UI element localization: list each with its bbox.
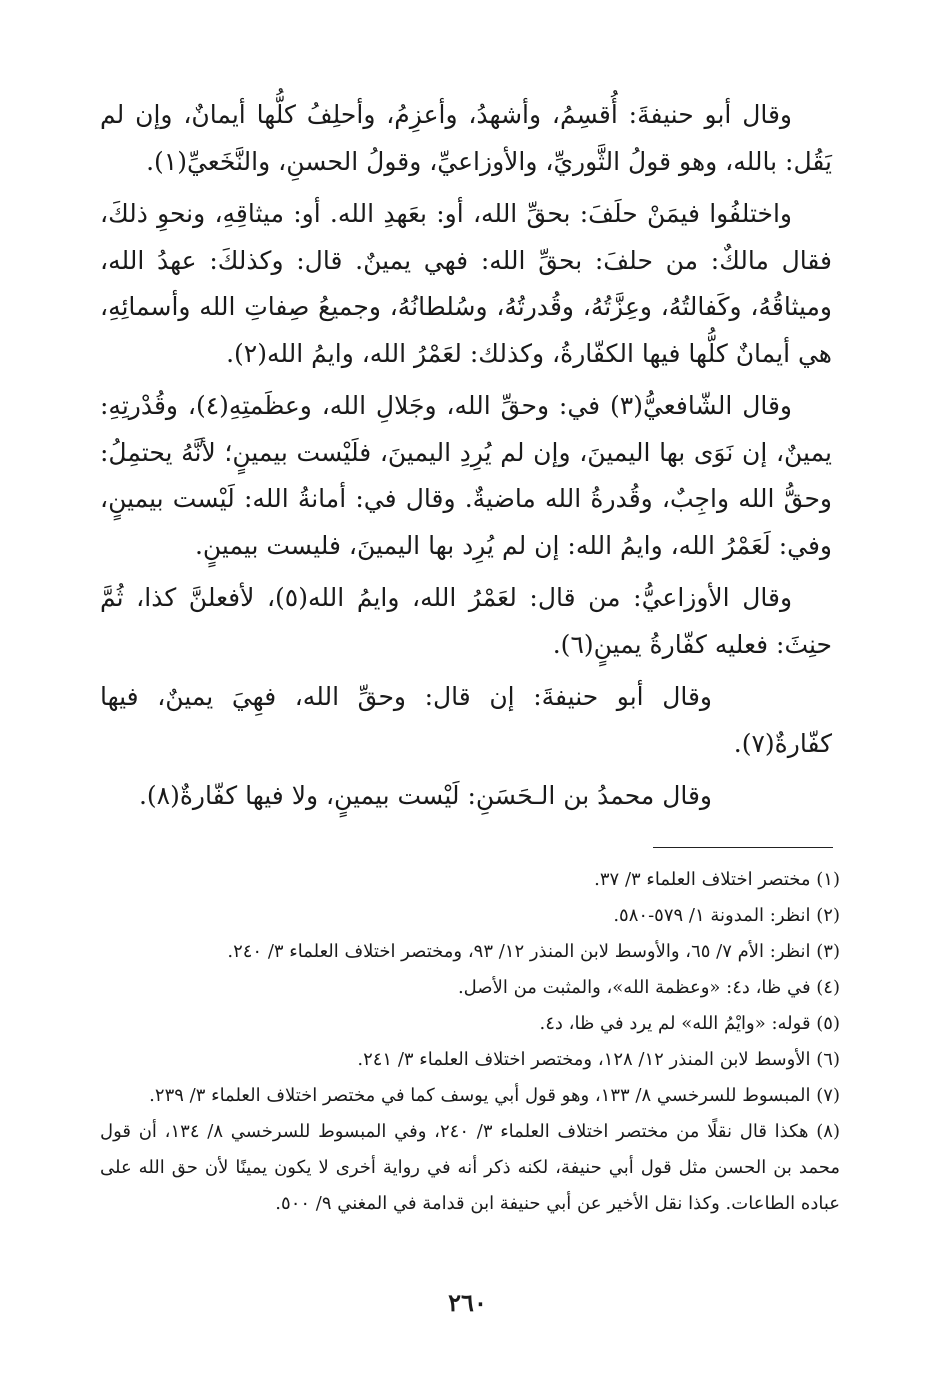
paragraph: وقال أبو حنيفةَ: إن قال: وحقِّ الله، فهِيَ يمينٌ، فيها كفّارةٌ(٧). bbox=[100, 682, 832, 758]
page-number: ٢٦٠ bbox=[448, 1288, 487, 1317]
paragraph: وقال الشّافعيُّ(٣) في: وحقِّ الله، وجَلالِ الله، وعظَمتِهِ(٤)، وقُدْرتِهِ: يمينٌ، إن نَوَى بها اليمينَ، وإن لم يُرِدِ اليمينَ، فلَيْست بيمينٍ؛ لأنَّهُ يحتمِلُ: وحقُّ الله واجِبٌ، وقُدرةُ الله ماضيةٌ. وقال في: أمانةُ الله: لَيْست بيمينٍ، وفي: لَعَمْرُ الله، وايمُ الله: إن لم يُرِد بها اليمينَ، فليست بيمينٍ. bbox=[100, 391, 832, 560]
paragraph: وقال أبو حنيفةَ: أُقسِمُ، وأشهدُ، وأعزِمُ، وأحلِفُ كلُّها أيمانٌ، وإن لم يَقُل: بالله، وهو قولُ الثَّوريِّ، والأوزاعيِّ، وقولُ الحسنِ، والنَّخَعيِّ(١). bbox=[100, 100, 832, 176]
paragraph: وقال محمدُ بن الـحَسَنِ: لَيْست بيمينٍ، ولا فيها كفّارةٌ(٨). bbox=[138, 781, 712, 810]
footnote: (٦) الأوسط لابن المنذر ١٢/ ١٢٨، ومختصر اختلاف العلماء ٣/ ٢٤١. bbox=[357, 1049, 840, 1070]
footnote: (٤) في ظا، د٤: «وعظمة الله»، والمثبت من الأصل. bbox=[457, 977, 840, 998]
footnote: (٥) قوله: «وايْمُ الله» لم يرد في ظا، د٤. bbox=[539, 1013, 840, 1034]
footnote: (٢) انظر: المدونة ١/ ٥٧٩-٥٨٠. bbox=[613, 905, 840, 926]
footnote: (٣) انظر: الأم ٧/ ٦٥، والأوسط لابن المنذر ١٢/ ٩٣، ومختصر اختلاف العلماء ٣/ ٢٤٠. bbox=[227, 941, 840, 962]
footnote: (١) مختصر اختلاف العلماء ٣/ ٣٧. bbox=[594, 869, 840, 890]
paragraph: واختلفُوا فيمَنْ حلَفَ: بحقِّ الله، أو: بعَهدِ الله. أو: ميثاقِهِ، ونحوِ ذلكَ، فقال مالكٌ: من حلفَ: بحقِّ الله: فهي يمينٌ. قال: وكذلكَ: عهدُ الله، وميثاقُهُ، وكَفالتُهُ، وعِزَّتُهُ، وقُدرتُهُ، وسُلطانُهُ، وجميعُ صِفاتِ الله وأسمائِهِ، هي أيمانٌ كلُّها فيها الكفّارةُ، وكذلك: لعَمْرُ الله، وايمُ الله(٢). bbox=[100, 199, 832, 368]
main-text bbox=[100, 92, 832, 820]
footnotes bbox=[100, 862, 840, 1222]
footnote: (٨) هكذا قال نقلًا من مختصر اختلاف العلماء ٣/ ٢٤٠، وفي المبسوط للسرخسي ٨/ ١٣٤، أن قول محمد بن الحسن مثل قول أبي حنيفة، لكنه ذكر أنه في رواية أخرى لا يكون يمينًا لأن حق الله على عباده الطاعات. وكذا نقل الأخير عن أبي حنيفة ابن قدامة في المغني ٩/ ٥٠٠. bbox=[100, 1121, 841, 1214]
footnote-separator bbox=[653, 847, 833, 848]
paragraph: وقال الأوزاعيُّ: من قال: لعَمْرُ الله، وايمُ الله(٥)، لأفعلنَّ كذا، ثُمَّ حنِثَ: فعليه كفّارةُ يمينٍ(٦). bbox=[100, 583, 832, 659]
footnote: (٧) المبسوط للسرخسي ٨/ ١٣٣، وهو قول أبي يوسف كما في مختصر اختلاف العلماء ٣/ ٢٣٩. bbox=[149, 1085, 840, 1106]
